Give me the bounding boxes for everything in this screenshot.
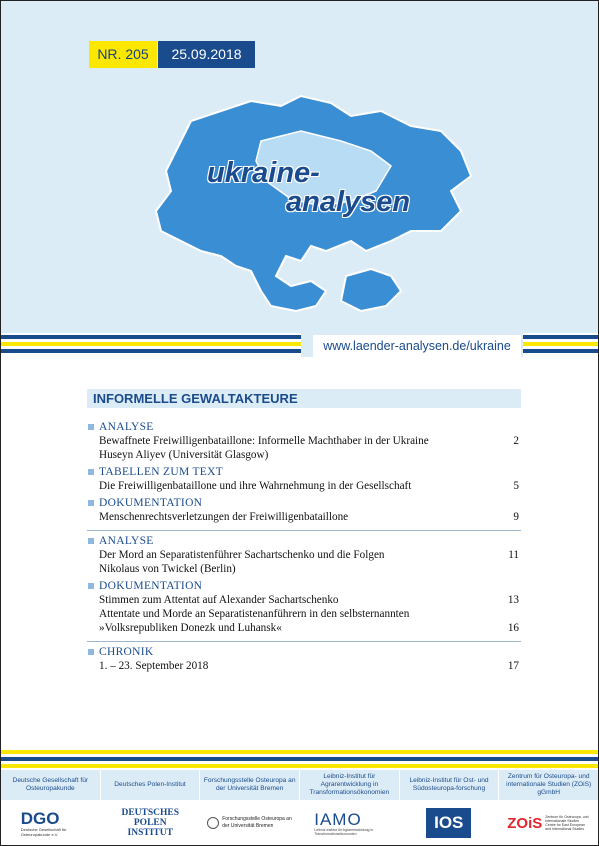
toc-page-number	[519, 607, 521, 621]
toc-category: DOKUMENTATION	[87, 579, 521, 593]
zois-logo-text: ZOiS	[507, 814, 543, 832]
cover-hero	[1, 1, 598, 333]
toc-category: CHRONIK	[87, 645, 521, 659]
iamo-logo-text: IAMO	[314, 809, 362, 829]
footer-stripes	[1, 750, 598, 768]
toc-entry[interactable]	[87, 510, 521, 524]
iamo-logo-subtitle: Leibniz-Institut für Agrarentwicklung in Transformationsökonomien	[314, 827, 374, 836]
toc-entry-title: 1. – 23. September 2018	[99, 660, 209, 672]
forschungsstelle-logo-text: Forschungsstelle Osteuropa an der Universität Bremen	[222, 816, 292, 829]
toc-page-number	[519, 562, 521, 576]
toc-page-number: 11	[508, 549, 519, 561]
issue-number: NR. 205	[89, 41, 157, 68]
section-title: INFORMELLE GEWALTAKTEURE	[87, 389, 521, 408]
toc-page-number: 5	[513, 480, 519, 492]
partner-name: Zentrum für Osteuropa- und internationale Studien (ZOiS) gGmbH	[506, 773, 592, 796]
header-stripe-right-yellow	[521, 342, 598, 346]
toc-page-number: 9	[513, 511, 519, 523]
table-of-contents	[87, 417, 521, 677]
issue-date: 25.09.2018	[158, 41, 255, 68]
polen-institut-logo-text: DEUTSCHES POLEN INSTITUT	[121, 808, 180, 838]
ios-logo[interactable]	[399, 801, 499, 845]
header-stripe-right	[521, 335, 598, 339]
toc-category: ANALYSE	[87, 534, 521, 548]
dgo-logo-text: DGO	[20, 808, 60, 828]
toc-entry[interactable]	[87, 448, 521, 462]
toc-entry-title: Menschenrechtsverletzungen der Freiwilligenbataillone	[99, 511, 349, 523]
toc-page-number: 13	[507, 594, 519, 606]
toc-entry-title: Bewaffnete Freiwilligenbataillone: Informelle Machthaber in der Ukraine	[99, 435, 429, 447]
toc-entry-title: Stimmen zum Attentat auf Alexander Sachartschenko	[99, 594, 339, 606]
partner-name: Deutsche Gesellschaft für Osteuropakunde	[1, 770, 101, 800]
footer-stripe-yellow-2	[1, 764, 598, 768]
header-stripe-yellow	[1, 342, 301, 346]
toc-entry[interactable]	[87, 593, 521, 607]
toc-category: ANALYSE	[87, 420, 521, 434]
toc-entry[interactable]	[87, 621, 521, 635]
header-stripe-right-blue	[521, 349, 598, 353]
partner-name: Deutsches Polen-Institut	[101, 770, 201, 800]
toc-entry[interactable]	[87, 548, 521, 562]
toc-page-number	[519, 448, 521, 462]
toc-entry-title: Die Freiwilligenbataillone und ihre Wahrnehmung in der Gesellschaft	[99, 480, 412, 492]
header-stripe-blue-2	[1, 349, 301, 353]
toc-entry[interactable]	[87, 434, 521, 448]
partner-name: Leibniz-Institut für Ost- und Südosteuropa-forschung	[400, 770, 500, 800]
toc-page-number: 2	[513, 435, 519, 447]
toc-category: TABELLEN ZUM TEXT	[87, 465, 521, 479]
toc-entry[interactable]	[87, 479, 521, 493]
ios-logo-text: IOS	[426, 808, 471, 838]
publication-title-line2: analysen	[286, 186, 411, 218]
dgo-logo-subtitle: Deutsche Gesellschaft für Osteuropakunde e.V.	[20, 826, 67, 837]
crimea-shape	[341, 269, 401, 311]
toc-group	[87, 417, 521, 524]
toc-entry-title: Der Mord an Separatistenführer Sachartschenko und die Folgen	[99, 549, 385, 561]
publication-title-line1: ukraine-	[207, 157, 320, 189]
toc-group	[87, 641, 521, 673]
header-stripe-blue	[1, 335, 301, 339]
zois-logo-subtitle: Zentrum für Osteuropa- und internationale Studien Centre for East European and International Studies	[545, 815, 589, 831]
dgo-logo[interactable]	[1, 801, 101, 845]
toc-entry-title: Nikolaus von Twickel (Berlin)	[99, 563, 236, 575]
zois-logo[interactable]	[499, 801, 599, 845]
forschungsstelle-emblem-icon	[207, 817, 219, 829]
partner-name: Forschungsstelle Osteuropa an der Universität Bremen	[200, 770, 300, 800]
partner-names	[1, 770, 598, 800]
toc-entry-title: Huseyn Aliyev (Universität Glasgow)	[99, 449, 269, 461]
toc-page-number: 16	[507, 622, 519, 634]
toc-entry-title: Attentate und Morde an Separatistenanführern in den selbsternannten	[99, 608, 410, 620]
toc-category: DOKUMENTATION	[87, 496, 521, 510]
website-link[interactable]: www.laender-analysen.de/ukraine	[313, 335, 521, 357]
toc-entry[interactable]	[87, 659, 521, 673]
toc-page-number: 17	[507, 660, 519, 672]
forschungsstelle-logo[interactable]	[200, 801, 300, 845]
toc-entry[interactable]	[87, 562, 521, 576]
polen-institut-logo[interactable]	[101, 801, 201, 845]
toc-entry-title: »Volksrepubliken Donezk und Luhansk«	[99, 622, 282, 634]
partner-logos	[1, 801, 598, 845]
toc-group	[87, 530, 521, 635]
partner-name: Leibniz-Institut für Agrarentwicklung in Transformationsökonomien	[300, 770, 400, 800]
toc-entry[interactable]	[87, 607, 521, 621]
iamo-logo[interactable]	[300, 801, 400, 845]
